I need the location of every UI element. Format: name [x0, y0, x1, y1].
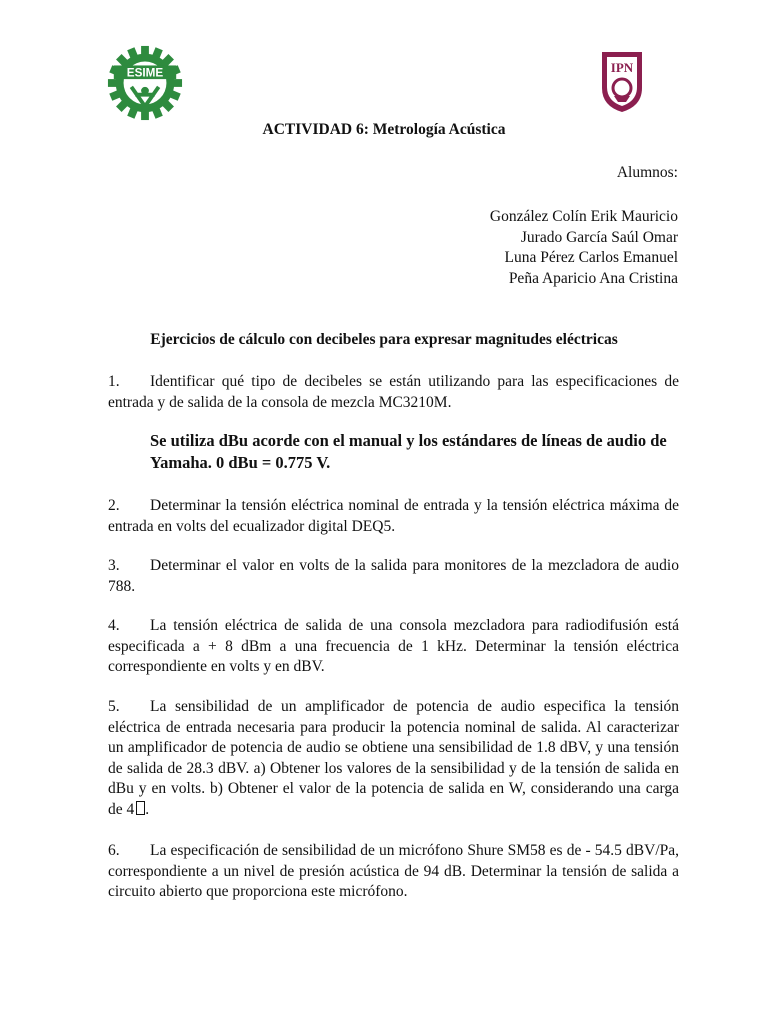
- student-list: [490, 207, 678, 289]
- exercise-number: 3.: [108, 557, 120, 574]
- document-title: ACTIVIDAD 6: Metrología Acústica: [262, 121, 506, 138]
- exercise-3: [108, 556, 679, 597]
- exercise-text: La especificación de sensibilidad de un micrófono Shure SM58 es de - 54.5 dBV/Pa, correspondiente a un nivel de presión acústica de 94 dB. Determinar la tensión de salida a circuito abierto que proporciona este micrófono.: [108, 842, 679, 900]
- student-name: Jurado García Saúl Omar: [520, 228, 678, 246]
- exercise-number: 1.: [108, 373, 120, 390]
- exercise-text: La sensibilidad de un amplificador de potencia de audio especifica la tensión eléctrica de entrada necesaria para producir la potencia nominal de salida. Al caracterizar un amplificador de potencia de audio se obtiene una sensibilidad de 1.8 dBV, y una tensión de salida de 28.3 dBV. a) Obtener los valores de la sensibilidad y de la tensión de salida en dBu y en volts. b) Obtener el valor de la potencia de salida en W, considerando una carga de 4: [108, 698, 679, 818]
- student-name: Peña Aparicio Ana Cristina: [508, 269, 678, 287]
- exercise-number: 5.: [108, 698, 120, 715]
- exercise-number: 4.: [108, 617, 120, 634]
- students-label: Alumnos:: [616, 164, 678, 181]
- exercise-text: Determinar la tensión eléctrica nominal de entrada y la tensión eléctrica máxima de entrada en volts del ecualizador digital DEQ5.: [108, 497, 679, 535]
- exercise-4: [108, 616, 679, 678]
- exercise-text: Identificar qué tipo de decibeles se están utilizando para las especificaciones de entrada y de salida de la consola de mezcla MC3210M.: [108, 373, 679, 411]
- exercise-1: [108, 372, 679, 413]
- exercise-number: 2.: [108, 497, 120, 514]
- student-name: Luna Pérez Carlos Emanuel: [504, 249, 678, 266]
- ohm-symbol-placeholder-icon: [136, 801, 145, 815]
- section-subtitle: Ejercicios de cálculo con decibeles para expresar magnitudes eléctricas: [150, 331, 618, 348]
- exercise-text: La tensión eléctrica de salida de una consola mezcladora para radiodifusión está especificada a + 8 dBm a una frecuencia de 1 kHz. Determinar la tensión eléctrica correspondiente en volts y en dBV.: [108, 617, 679, 675]
- exercise-5: [108, 697, 679, 820]
- exercise-number: 6.: [108, 842, 120, 859]
- student-name: González Colín Erik Mauricio: [489, 208, 678, 225]
- ipn-logo-text: IPN: [610, 60, 634, 75]
- exercise-2: [108, 496, 679, 537]
- ipn-logo: [596, 48, 648, 114]
- esime-logo: [106, 44, 184, 122]
- exercise-text-tail: .: [145, 800, 150, 818]
- answer-1: Se utiliza dBu acorde con el manual y los estándares de líneas de audio de Yamaha. 0 dBu = 0.775 V.: [150, 431, 667, 472]
- exercise-text: Determinar el valor en volts de la salida para monitores de la mezcladora de audio 788.: [108, 557, 679, 595]
- exercise-6: [108, 841, 679, 903]
- esime-logo-text: ESIME: [126, 66, 164, 80]
